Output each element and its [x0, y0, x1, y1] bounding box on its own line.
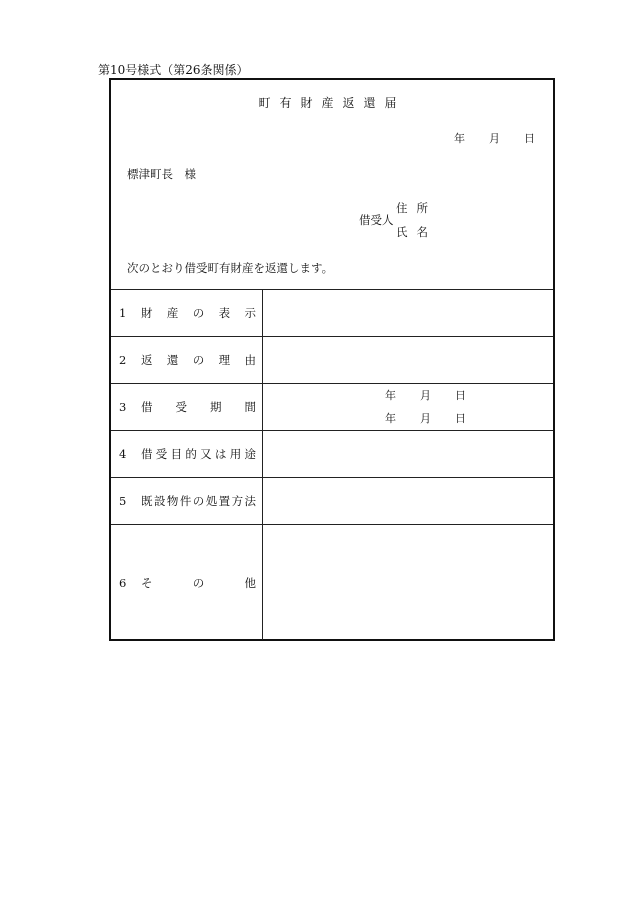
row-label-text: 返 還 の 理 由 — [141, 353, 256, 367]
return-notice-form — [109, 78, 555, 641]
row-number: 6 — [119, 575, 127, 590]
row-label — [111, 384, 263, 430]
table-row — [111, 336, 553, 383]
address-label: 住所 — [396, 201, 437, 215]
date-year-label: 年 — [454, 132, 465, 145]
row-label — [111, 337, 263, 383]
row-number: 1 — [119, 306, 127, 320]
row-label-text: 借 受 目 的 又 は 用 途 — [141, 447, 256, 461]
table-row — [111, 524, 553, 640]
period-end-month-label: 月 — [420, 412, 431, 425]
table-row — [111, 289, 553, 336]
statement-text: 次のとおり借受町有財産を返還します。 — [127, 261, 334, 275]
period-start-day-label: 日 — [455, 389, 466, 402]
row-label-text: 借 受 期 間 — [141, 400, 256, 414]
period-start-line — [385, 389, 466, 403]
row-label — [111, 478, 263, 524]
row-number: 5 — [119, 494, 127, 508]
loan-period-field[interactable] — [263, 384, 553, 430]
form-number: 第10号様式（第26条関係） — [98, 63, 249, 77]
table-row — [111, 477, 553, 524]
row-label-text: 財 産 の 表 示 — [141, 306, 256, 320]
period-end-line — [385, 412, 466, 426]
return-reason-field[interactable] — [263, 337, 553, 383]
row-label — [111, 431, 263, 477]
row-number: 4 — [119, 447, 127, 461]
purpose-field[interactable] — [263, 431, 553, 477]
row-label — [111, 290, 263, 336]
row-label-text: そ の 他 — [141, 575, 256, 590]
addressee: 標津町長 様 — [127, 167, 196, 181]
name-label: 氏名 — [396, 225, 437, 239]
row-number: 3 — [119, 400, 127, 414]
row-label-text: 既 設 物 件 の 処 置 方 法 — [141, 494, 256, 508]
period-end-day-label: 日 — [455, 412, 466, 425]
period-end-year-label: 年 — [385, 412, 396, 425]
period-start-year-label: 年 — [385, 389, 396, 402]
period-start-month-label: 月 — [420, 389, 431, 402]
row-label — [111, 525, 263, 640]
borrower-label: 借受人 — [359, 213, 394, 227]
property-description-field[interactable] — [263, 290, 553, 336]
date-day-label: 日 — [524, 132, 535, 145]
form-title: 町有財産返還届 — [258, 96, 406, 110]
table-row — [111, 430, 553, 477]
date-month-label: 月 — [489, 132, 500, 145]
row-number: 2 — [119, 353, 127, 367]
table-row — [111, 383, 553, 430]
existing-structure-disposal-field[interactable] — [263, 478, 553, 524]
other-notes-field[interactable] — [263, 525, 553, 640]
form-header — [111, 80, 553, 289]
submission-date — [454, 132, 535, 146]
